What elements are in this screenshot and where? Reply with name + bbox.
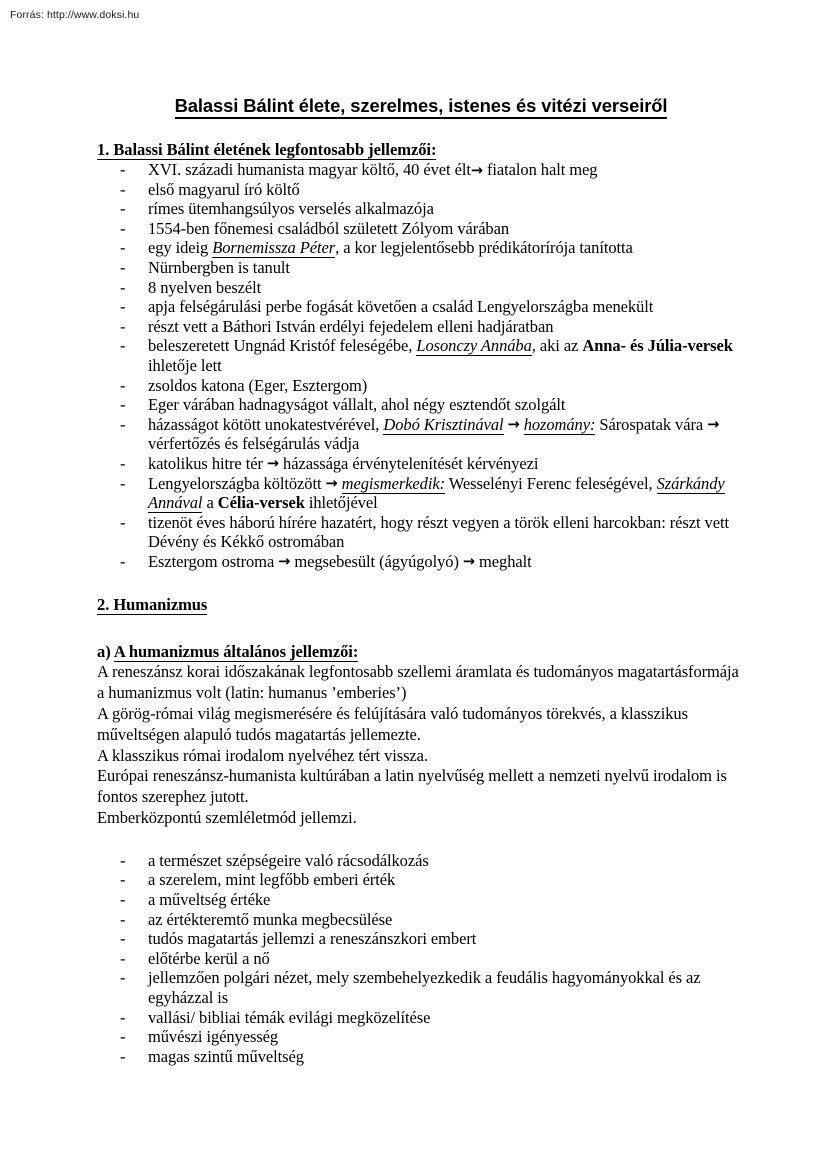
text-run: tudós magatartás jellemzi a reneszánszkori embert [148, 929, 477, 949]
text-run: ihletőjével [304, 493, 378, 513]
list-item [97, 180, 745, 200]
text-run: apja felségárulási perbe fogását követően a család Lengyelországba menekült [148, 297, 654, 317]
italic-underline-run: Dobó Krisztinával [383, 414, 504, 434]
section-1-heading [97, 139, 745, 160]
section-2-paragraph-block [97, 662, 745, 828]
list-item [97, 199, 745, 219]
text-run: ihletője lett [148, 355, 222, 375]
text-run: Eger várában hadnagyságot vállalt, ahol négy esztendőt szolgált [148, 395, 566, 415]
list-item [97, 317, 745, 337]
arrow-icon: → [462, 554, 475, 571]
section-2a-heading [97, 641, 745, 662]
list-item [97, 336, 745, 375]
italic-underline-run: Szárkándy Annával [148, 473, 725, 513]
text-run: Sárospatak vára [595, 414, 708, 434]
list-item [97, 929, 745, 949]
text-run: Wesselényi Ferenc feleségével, [445, 473, 657, 493]
arrow-icon: → [325, 476, 338, 492]
document-body [97, 92, 745, 1066]
text-run: beleszeretett Ungnád Kristóf feleségébe, [148, 336, 417, 356]
text-run: vallási/ bibliai témák evilági megközelítése [148, 1007, 431, 1027]
text-run: fiatalon halt meg [482, 160, 598, 179]
italic-underline-run: hozomány: [523, 414, 596, 434]
spacer-before-subheading [97, 615, 745, 641]
list-item [97, 474, 745, 513]
arrow-icon: → [507, 417, 520, 434]
text-run: XVI. századi humanista magyar költő, 40 évet élt [148, 160, 471, 179]
page-title [97, 92, 745, 119]
list-item [97, 415, 745, 454]
text-run: 8 nyelven beszélt [148, 277, 262, 297]
list-item [97, 1047, 745, 1067]
page-title-text: Balassi Bálint élete, szerelmes, istenes és vitézi verseiről [175, 95, 668, 119]
italic-underline-run: megismerkedik: [341, 473, 445, 493]
arrow-icon: → [266, 456, 279, 473]
text-run: Lengyelországba költözött [148, 473, 326, 493]
text-run: , aki az [531, 336, 583, 356]
paragraph: Emberközpontú szemléletmód jellemzi. [97, 808, 357, 828]
text-run: a [202, 493, 218, 513]
list-item [97, 297, 745, 317]
list-item [97, 968, 745, 1007]
list-item [97, 258, 745, 278]
section-2-bullet-list [97, 851, 745, 1067]
section-2a-heading-prefix: a) [97, 642, 114, 662]
spacer-before-section-2-list [97, 829, 745, 851]
text-run: a műveltség értéke [148, 890, 271, 910]
list-item [97, 851, 745, 871]
list-item [97, 870, 745, 890]
text-run: a természet szépségeire való rácsodálkozás [148, 850, 429, 870]
text-run: előtérbe kerül a nő [148, 948, 270, 968]
list-item [97, 160, 745, 180]
arrow-icon: → [278, 554, 291, 571]
text-run: vérfertőzés és felségárulás vádja [148, 434, 360, 454]
list-item [97, 278, 745, 298]
list-item [97, 219, 745, 239]
text-run: első magyarul író költő [148, 179, 300, 199]
text-run: megsebesült (ágyúgolyó) [290, 551, 463, 571]
text-run: , a kor legjelentősebb prédikátorírója tanította [335, 238, 633, 258]
italic-underline-run: Bornemissza Péter [212, 238, 336, 258]
text-run: meghalt [474, 551, 532, 571]
list-item [97, 890, 745, 910]
list-item [97, 513, 745, 552]
spacer-after-title [97, 119, 745, 139]
section-2-heading-text: 2. Humanizmus [97, 595, 208, 615]
text-run: tizenöt éves háború hírére hazatért, hogy részt vegyen a török elleni harcokban: részt vett Dévény és Kékkő ostromában [148, 512, 729, 552]
text-run: művészi igényesség [148, 1027, 279, 1047]
text-run: magas szintű műveltség [148, 1046, 304, 1066]
bold-run: Anna- és Júlia-versek [582, 336, 733, 356]
text-run: zsoldos katona (Eger, Esztergom) [148, 375, 368, 395]
text-run: 1554-ben főnemesi családból született Zólyom várában [148, 218, 510, 238]
text-run: Nürnbergben is tanult [148, 257, 290, 277]
text-run: jellemzően polgári nézet, mely szembehelyezkedik a feudális hagyományokkal és az egyházzal is [148, 968, 701, 1007]
list-item [97, 376, 745, 396]
list-item [97, 395, 745, 415]
section-1-bullet-list [97, 160, 745, 571]
text-run: az értékteremtő munka megbecsülése [148, 909, 393, 929]
paragraph: Európai reneszánsz-humanista kultúrában a latin nyelvűség mellett a nemzeti nyelvű irodalom is fontos szerephez jutott. [97, 766, 727, 807]
section-2-heading [97, 594, 745, 615]
text-run: részt vett a Báthori István erdélyi fejedelem elleni hadjáratban [148, 316, 554, 336]
list-item [97, 949, 745, 969]
text-run: rímes ütemhangsúlyos verselés alkalmazója [148, 199, 434, 219]
list-item [97, 1008, 745, 1028]
text-run: a szerelem, mint legfőbb emberi érték [148, 870, 396, 890]
list-item [97, 552, 745, 572]
italic-underline-run: Losonczy Annába [416, 336, 532, 356]
section-2a-heading-text: A humanizmus általános jellemzői: [113, 642, 359, 662]
list-item [97, 1027, 745, 1047]
text-run: katolikus hitre tér [148, 453, 267, 473]
spacer-before-section-2 [97, 571, 745, 594]
paragraph: A klasszikus római irodalom nyelvéhez tért vissza. [97, 745, 428, 765]
text-run: Esztergom ostroma [148, 551, 279, 571]
text-run: házasságot kötött unokatestvérével, [148, 414, 384, 434]
bold-run: Célia-versek [217, 493, 305, 513]
paragraph: A görög-római világ megismerésére és felújítására való tudományos törekvés, a klasszikus műveltségen alapuló tudós magatartás jellemezte. [97, 704, 688, 744]
arrow-icon: → [470, 162, 483, 179]
source-url-header: Forrás: http://www.doksi.hu [10, 9, 140, 21]
paragraph: A reneszánsz korai időszakának legfontosabb szellemi áramlata és tudományos magatartásformája a humanizmus volt (latin: humanus ’emberies’) [97, 662, 739, 703]
section-1-heading-text: 1. Balassi Bálint életének legfontosabb jellemzői: [97, 140, 437, 159]
text-run [504, 415, 508, 434]
list-item [97, 454, 745, 474]
arrow-icon: → [707, 417, 720, 434]
text-run: egy ideig [148, 238, 213, 258]
list-item [97, 238, 745, 258]
list-item [97, 910, 745, 930]
text-run: házassága érvénytelenítését kérvényezi [279, 453, 539, 473]
